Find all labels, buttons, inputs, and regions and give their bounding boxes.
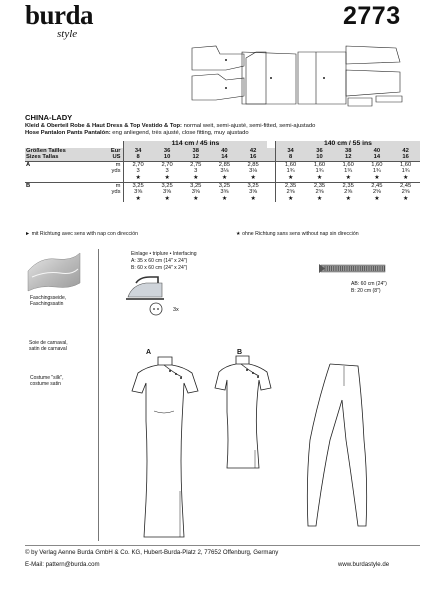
table-row [25,168,420,175]
size-cell: 38 [181,148,210,155]
table-row [25,189,420,196]
size-cell: 16 [239,154,268,161]
copyright-text: © by Verlag Aenne Burda GmbH & Co. KG, Hubert-Burda-Platz 2, 77652 Offenburg, Germany [25,549,279,556]
yardage-cell: 2,35 [334,182,363,189]
column-gap [267,189,275,196]
top-drawing-view-b [213,350,273,470]
yardage-cell: ★ [221,174,228,181]
fabric-width-right: 140 cm / 55 ins [275,141,420,148]
yardage-cell: 1¾ [401,168,410,175]
row-label [25,189,109,196]
yardage-cell: 3⅝ [249,189,258,196]
row-unit [109,175,123,182]
yardage-cell: 1¾ [315,168,324,175]
yardage-cell: ★ [135,174,141,181]
size-cell: 34 [275,148,305,155]
yardage-cell: ★ [135,195,141,202]
yardage-cell: ★ [345,195,351,202]
yardage-cell: ★ [316,174,323,181]
yardage-cell: 2,45 [363,182,392,189]
yardage-cell: 2,85 [239,161,268,168]
yardage-cell: ★ [164,174,170,181]
unit-us: US [109,154,123,161]
fabric-width-left: 114 cm / 45 ins [123,141,267,148]
legend-without-nap: ★ ohne Richtung sans sens without nap sin dirección [236,231,359,237]
yardage-cell: 2,75 [181,161,210,168]
yardage-cell: 1,60 [275,161,305,168]
size-cell: 12 [181,154,210,161]
yardage-cell: 3,25 [239,182,268,189]
sizes-label: Größen Tailles [25,148,109,155]
view-b-label: B [237,349,243,356]
yardage-cell: 1,60 [363,161,392,168]
yardage-cell: ★ [287,195,294,202]
size-cell: 40 [363,148,392,155]
row-label [25,168,109,175]
model-description [25,123,420,137]
yardage-cell: 2⅝ [372,189,381,196]
yardage-cell: 2⅝ [344,189,353,196]
size-cell: 42 [391,148,420,155]
website-link[interactable]: www.burdastyle.de [338,561,390,568]
pattern-pieces-diagram [186,40,408,108]
yardage-cell: ★ [221,195,228,202]
yardage-table [25,141,420,202]
yardage-cell: 3,25 [210,182,239,189]
size-cell: 38 [334,148,363,155]
size-cell: 10 [305,154,334,161]
burda-logo: burda [25,0,94,30]
row-label [25,196,109,203]
fabric-swatch-icon [26,249,82,293]
button-icon [146,302,166,316]
yardage-cell: 2,35 [305,182,334,189]
size-cell: 8 [123,154,153,161]
size-cell: 36 [153,148,182,155]
yardage-cell: 2,70 [153,161,182,168]
yardage-cell: 3⅛ [220,168,229,175]
column-gap [267,168,275,175]
size-cell: 40 [210,148,239,155]
yardage-cell: 3,25 [153,182,182,189]
size-cell: 36 [305,148,334,155]
yardage-cell: ★ [164,195,170,202]
sizes-label-2: Sizes Tallas [25,154,109,161]
yardage-cell: ★ [374,174,380,181]
yardage-cell: 2,35 [275,182,305,189]
fabric-label-en: Costume "silk", costume satin [30,375,64,388]
yardage-cell: 3 [136,168,140,175]
yardage-cell: 2⅝ [315,189,324,196]
yardage-cell: ★ [193,195,199,202]
dress-fit: normal weit, semi-ajusté, semi-fitted, semi-ajustado [181,123,316,129]
table-row [25,182,420,189]
pants-fit: eng anliegend, très ajusté, close fitting, muy ajustado [110,130,249,136]
yardage-cell: 2⅝ [286,189,295,196]
size-cell: 14 [363,154,392,161]
size-cell: 16 [391,154,420,161]
yardage-cell: 2,45 [391,182,420,189]
footer-divider [25,545,420,546]
yardage-rows [25,161,420,202]
size-cell: 14 [210,154,239,161]
yardage-cell: 1¾ [286,168,295,175]
model-title: CHINA-LADY [25,113,73,122]
unit-eur: Eur [109,148,123,155]
row-unit: m [109,182,123,189]
yardage-cell: ★ [287,174,294,181]
yardage-cell: ★ [193,174,199,181]
contact-email[interactable]: E-Mail: pattern@burda.com [25,561,100,568]
dress-drawing-view-a [124,351,206,541]
yardage-cell: 3⅝ [134,189,143,196]
row-unit [109,196,123,203]
row-label: B [25,182,109,189]
pants-label: Hose Pantalon Pants Pantalón: [25,130,111,136]
dress-label: Kleid & Oberteil Robe & Haut Dress & Top Vestido & Top: [25,123,182,129]
yardage-cell: ★ [403,174,409,181]
button-quantity: 3x [173,307,179,313]
size-cell: 10 [153,154,182,161]
yardage-cell: 3⅝ [191,189,200,196]
yardage-cell: 2⅝ [401,189,410,196]
yardage-cell: 2,85 [210,161,239,168]
size-cell: 42 [239,148,268,155]
yardage-cell: ★ [374,195,380,202]
table-row [25,175,420,182]
row-unit: yds [109,168,123,175]
yardage-cell: 3⅛ [249,168,258,175]
yardage-cell: ★ [403,195,409,202]
yardage-cell: 2,70 [123,161,153,168]
row-unit: yds [109,189,123,196]
column-gap [267,175,275,182]
yardage-cell: 3 [165,168,169,175]
burda-logo-sub: style [57,28,78,40]
column-gap [267,161,275,168]
yardage-cell: 1,60 [334,161,363,168]
yardage-cell: ★ [250,174,256,181]
yardage-cell: ★ [345,174,351,181]
fabric-label-de: Faschingsseide, Faschingssatin [30,295,67,308]
yardage-cell: 3⅝ [220,189,229,196]
zipper-lengths: AB: 60 cm (24") B: 20 cm (8") [351,281,387,294]
column-divider [98,249,99,541]
yardage-cell: 1,60 [305,161,334,168]
legend-with-nap: ► mit Richtung avec sens with nap con dirección [25,231,138,237]
yardage-cell: 3,25 [181,182,210,189]
yardage-cell: ★ [250,195,256,202]
iron-icon [124,275,166,305]
row-label [25,175,109,182]
yardage-cell: 1¾ [344,168,353,175]
pattern-number: 2773 [343,2,401,30]
view-a-label: A [146,349,152,356]
yardage-cell: 3 [194,168,198,175]
size-cell: 34 [123,148,153,155]
table-row [25,196,420,203]
yardage-cell: 1¾ [372,168,381,175]
column-gap [267,182,275,189]
table-row [25,161,420,168]
yardage-cell: 3,25 [123,182,153,189]
yardage-cell: ★ [316,195,323,202]
size-cell: 12 [334,154,363,161]
row-unit: m [109,161,123,168]
row-label: A [25,161,109,168]
column-gap [267,196,275,203]
zipper-icon [317,260,389,277]
fabric-label-fr: Soie de carnaval, satin de carnaval [29,340,68,353]
yardage-cell: 1,60 [391,161,420,168]
size-cell: 8 [275,154,305,161]
yardage-cell: 3⅝ [163,189,172,196]
pants-drawing [296,360,386,530]
interfacing-info: Einlage • triplure • Interfacing A: 35 x 60 cm (14" x 24") B: 60 x 60 cm (24" x 24") [131,251,197,271]
